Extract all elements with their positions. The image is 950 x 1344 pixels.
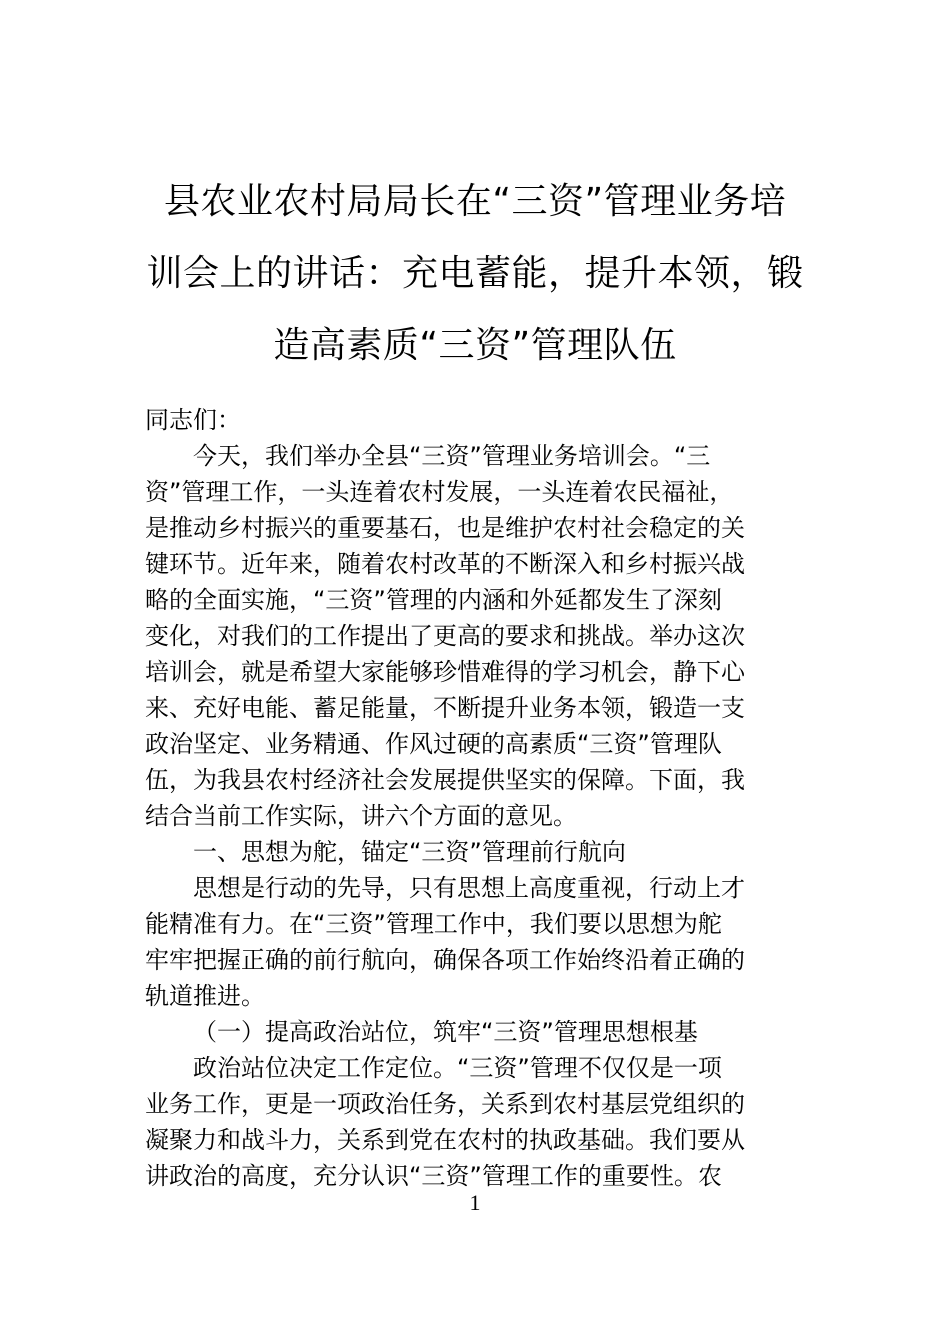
title-line-2: 训会上的讲话：充电蓄能，提升本领，锻 [146, 253, 804, 294]
title-line-1: 县农业农村局局长在“三资”管理业务培 [163, 181, 787, 222]
paragraph-line: 变化，对我们的工作提出了更高的要求和挑战。举办这次 [145, 622, 745, 650]
paragraph-line: 资”管理工作，一头连着农村发展，一头连着农民福祉， [145, 478, 734, 506]
paragraph-line: 讲政治的高度，充分认识“三资”管理工作的重要性。农 [145, 1162, 722, 1190]
paragraph-line: 牢牢把握正确的前行航向，确保各项工作始终沿着正确的 [145, 946, 745, 974]
paragraph-line: 结合当前工作实际，讲六个方面的意见。 [145, 802, 577, 830]
paragraph-line: 凝聚力和战斗力，关系到党在农村的执政基础。我们要从 [145, 1126, 745, 1154]
document-title [140, 166, 810, 382]
paragraph-line: 能精准有力。在“三资”管理工作中，我们要以思想为舵 [145, 910, 722, 938]
paragraph-line: 政治站位决定工作定位。“三资”管理不仅仅是一项 [193, 1054, 722, 1082]
paragraph-line: 来、充好电能、蓄足能量，不断提升业务本领，锻造一支 [145, 694, 745, 722]
paragraph-line: 培训会，就是希望大家能够珍惜难得的学习机会，静下心 [145, 658, 745, 686]
paragraph-line: 是推动乡村振兴的重要基石，也是维护农村社会稳定的关 [145, 514, 745, 542]
paragraph-line: 政治坚定、业务精通、作风过硬的高素质“三资”管理队 [145, 730, 722, 758]
paragraph-line: 业务工作，更是一项政治任务，关系到农村基层党组织的 [145, 1090, 745, 1118]
document-body [145, 402, 810, 1194]
paragraph-line: 今天，我们举办全县“三资”管理业务培训会。“三 [193, 442, 711, 470]
paragraph-line: 伍，为我县农村经济社会发展提供坚实的保障。下面，我 [145, 766, 745, 794]
subsection-heading: （一）提高政治站位，筑牢“三资”管理思想根基 [193, 1018, 698, 1046]
paragraph-line: 键环节。近年来，随着农村改革的不断深入和乡村振兴战 [145, 550, 745, 578]
paragraph-line: 思想是行动的先导，只有思想上高度重视，行动上才 [193, 874, 745, 902]
page-number: 1 [469, 1190, 481, 1215]
title-line-3: 造高素质“三资”管理队伍 [273, 325, 677, 366]
salutation: 同志们： [145, 406, 241, 434]
paragraph-line: 略的全面实施，“三资”管理的内涵和外延都发生了深刻 [145, 586, 722, 614]
paragraph-line: 轨道推进。 [145, 982, 265, 1010]
section-heading: 一、思想为舵，锚定“三资”管理前行航向 [193, 838, 626, 866]
